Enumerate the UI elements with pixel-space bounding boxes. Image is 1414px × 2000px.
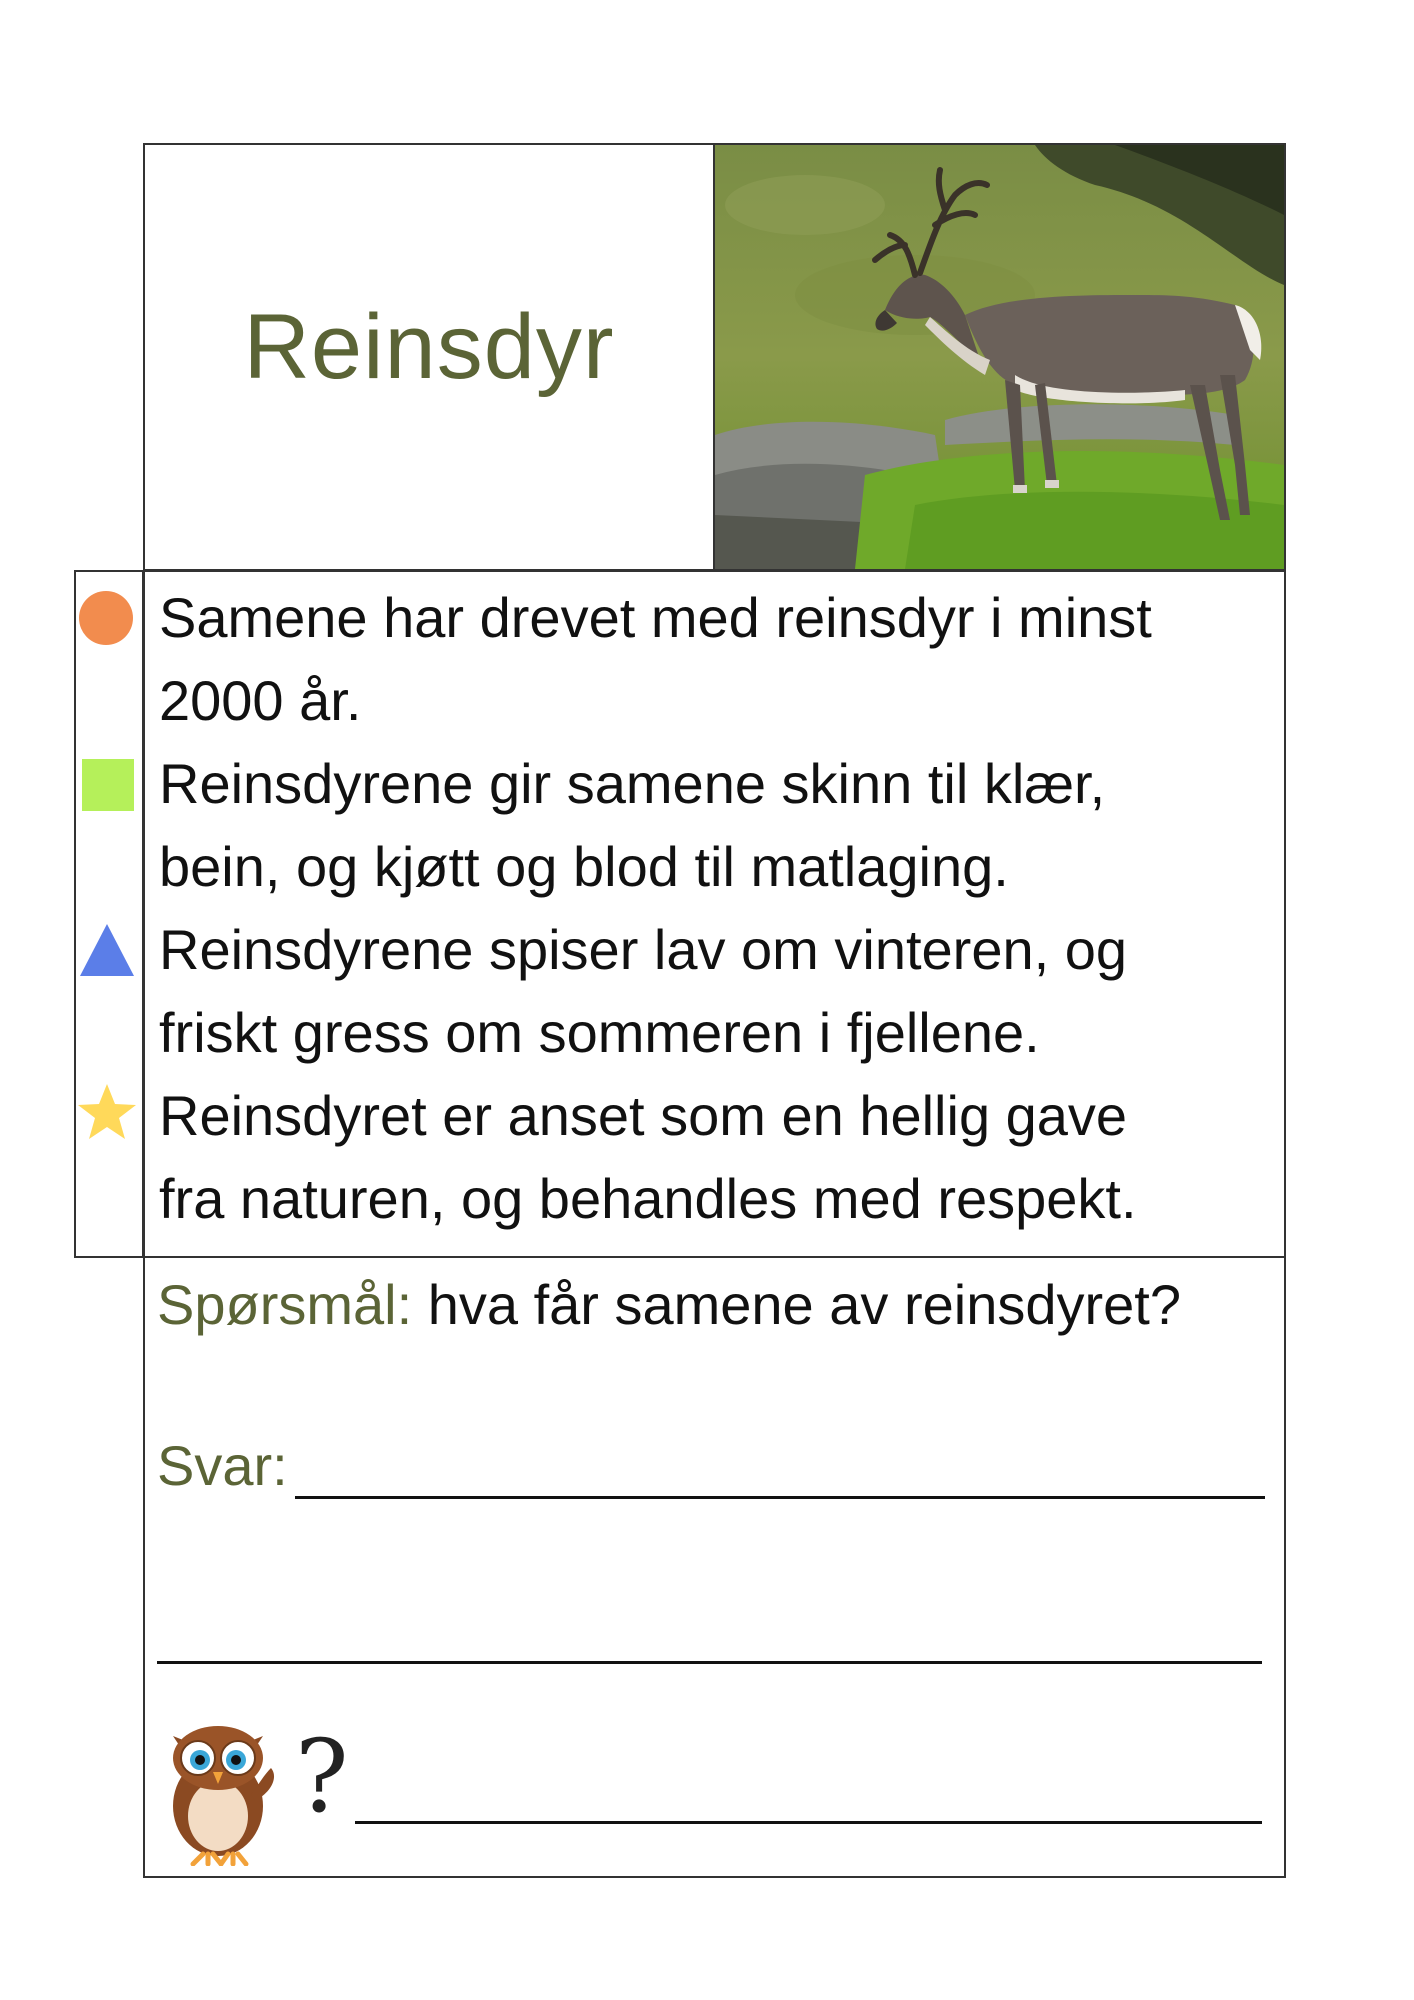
fact-2 — [159, 742, 1259, 908]
marker-column — [74, 570, 144, 1258]
reindeer-image — [715, 145, 1284, 569]
question-mark: ? — [295, 1718, 349, 1835]
question — [157, 1272, 1181, 1337]
answer-line-2[interactable] — [157, 1661, 1262, 1664]
owl-icon — [163, 1706, 293, 1866]
answer-label: Svar: — [157, 1434, 288, 1497]
fact-2-line-1: Reinsdyrene gir samene skinn til klær, — [159, 752, 1106, 815]
blue-triangle-icon — [78, 922, 136, 978]
facts-panel — [143, 570, 1286, 1258]
fact-2-line-2: bein, og kjøtt og blod til matlaging. — [159, 835, 1009, 898]
fact-4 — [159, 1074, 1259, 1240]
fact-3-line-2: friskt gress om sommeren i fjellene. — [159, 1001, 1040, 1064]
fact-3-line-1: Reinsdyrene spiser lav om vinteren, og — [159, 918, 1128, 981]
fact-3 — [159, 908, 1259, 1074]
fact-1-line-1: Samene har drevet med reinsdyr i minst — [159, 586, 1152, 649]
answer-line-1[interactable] — [295, 1496, 1265, 1499]
page-title: Reinsdyr — [243, 296, 615, 398]
question-panel — [143, 1256, 1286, 1878]
fact-1 — [159, 576, 1259, 742]
green-square-icon — [80, 757, 136, 813]
title-cell — [143, 143, 715, 571]
fact-4-line-1: Reinsdyret er anset som en hellig gave — [159, 1084, 1128, 1147]
reindeer-photo — [713, 143, 1286, 571]
orange-circle-icon — [78, 590, 134, 646]
question-text: hva får samene av reinsdyret? — [412, 1273, 1181, 1336]
question-label: Spørsmål: — [157, 1273, 413, 1336]
yellow-star-icon — [76, 1082, 138, 1142]
fact-4-line-2: fra naturen, og behandles med respekt. — [159, 1167, 1137, 1230]
fact-1-line-2: 2000 år. — [159, 669, 362, 732]
answer-line-3[interactable] — [355, 1821, 1262, 1824]
